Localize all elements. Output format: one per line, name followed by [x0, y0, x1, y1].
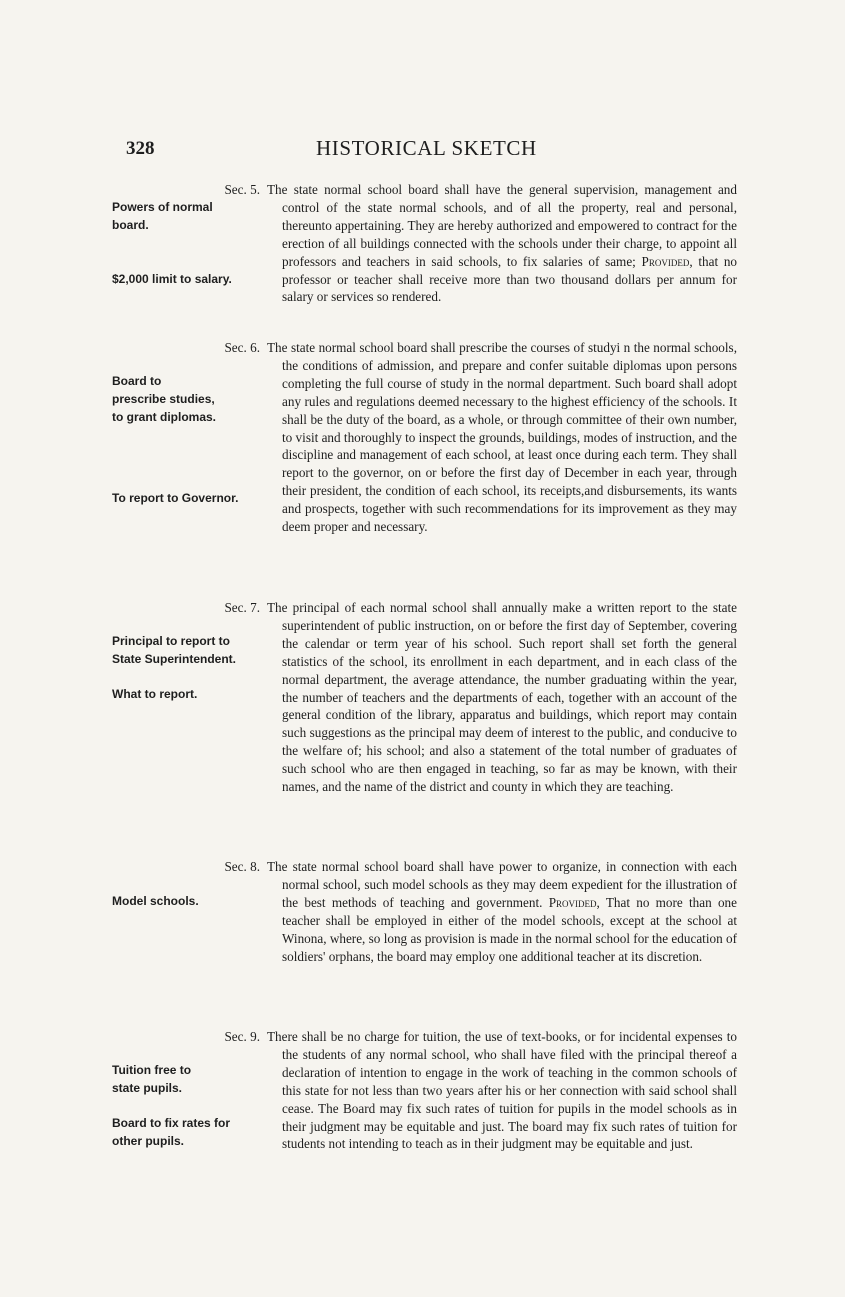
margin-note: $2,000 limit to salary.	[112, 272, 232, 286]
section-label: Sec. 8.	[224, 859, 260, 874]
section-body	[267, 599, 737, 796]
running-title: HISTORICAL SKETCH	[316, 136, 537, 160]
section-text: The state normal school board shall have the general supervision, management and control of the state normal schools, and of all the property, real and personal, thereunto appertaining. They are hereby authorized and empowered to contract for the erection of all buildings connected with the schools under their charge, to appoint all professors and teachers in said schools, to fix salaries of same;	[267, 182, 737, 269]
section-body	[267, 1028, 737, 1153]
margin-note: Powers of normal	[112, 200, 213, 214]
margin-note: State Superintendent.	[112, 652, 237, 666]
section-text-continued: , that no professor or teacher shall receive more than two thousand dollars per annum for salary or services so rendered.	[282, 253, 738, 305]
margin-note: Tuition free to	[112, 1063, 192, 1077]
page-number: 328	[126, 138, 155, 159]
margin-note: To report to Governor.	[112, 491, 239, 505]
section-body	[267, 181, 737, 306]
section-text-continued: , That no more than one teacher shall be employed in either of the model schools, except at the school at Winona, where, so long as provision is made in the normal school for the education of soldiers' orphans, the board may employ one additional teacher at its discretion.	[282, 894, 737, 964]
section-label: Sec. 6.	[224, 340, 260, 355]
section-body	[267, 858, 737, 965]
section-text: The principal of each normal school shall annually make a written report to the state superintendent of public instruction, on or before the first day of September, covering the calendar or term year of his school. Such report shall set forth the general statistics of the school, its enrollment in each department, and in each class of the normal department, the average attendance, the number graduating within the year, the number of teachers and the departments of each, together with an account of the general condition of the library, apparatus and buildings, which report may contain such suggestions as the principal may deem of interest to the public, and conducive to the welfare of; his school; and also a statement of the total number of graduates of such school who are then engaged in teaching, so far as may be known, with their names, and the name of the district and county in which they are teaching.	[267, 600, 737, 795]
section-label: Sec. 5.	[224, 182, 260, 197]
provided-smallcaps: Provided	[548, 894, 597, 910]
page-header	[0, 136, 845, 166]
margin-note: other pupils.	[112, 1134, 184, 1148]
section-text: The state normal school board shall have power to organize, in connection with each normal school, such model schools as they may deem expedient for the illustration of the best methods of teaching and government.	[267, 859, 737, 910]
section-label: Sec. 7.	[224, 600, 260, 615]
margin-note: Board to	[112, 374, 162, 388]
section-text: There shall be no charge for tuition, the use of text-books, or for incidental expenses to the students of any normal school, who shall have filed with the principal thereof a declaration of intention to engage in the work of teaching in the common schools of this state for not less than two years after his or her connection with said school shall cease. The Board may fix such rates of tuition for pupils in the model schools as in their judgment may be equitable and just. The board may fix such rates of tuition for students not intending to teach as in their judgment may be equitable and just.	[267, 1029, 737, 1152]
section-body	[267, 339, 737, 536]
margin-note: state pupils.	[112, 1081, 183, 1095]
margin-note: Principal to report to	[112, 634, 231, 648]
margin-note: What to report.	[112, 687, 198, 701]
margin-note: to grant diplomas.	[112, 410, 217, 424]
margin-note: prescribe studies,	[112, 392, 215, 406]
provided-smallcaps: Provided	[641, 253, 690, 269]
section-label: Sec. 9.	[224, 1029, 260, 1044]
margin-note: Board to fix rates for	[112, 1116, 231, 1130]
margin-note: board.	[112, 218, 149, 232]
section-text: The state normal school board shall prescribe the courses of studyi n the normal schools, the conditions of admission, and prepare and confer suitable diplomas upon persons completing the full course of study in the normal department. Such board shall adopt any rules and regulations deemed necessary to the highest efficiency of the schools. It shall be the duty of the board, as a whole, or through committee of their own number, to visit and thoroughly to inspect the grounds, buildings, modes of instruction, and the discipline and management of each school, at least once during each term. They shall report to the governor, on or before the first day of December in each year, through their president, the condition of each school, its receipts,and disbursements, its wants and prospects, together with such recommendations for its improvement as they may deem proper and necessary.	[267, 340, 737, 535]
margin-note: Model schools.	[112, 894, 199, 908]
